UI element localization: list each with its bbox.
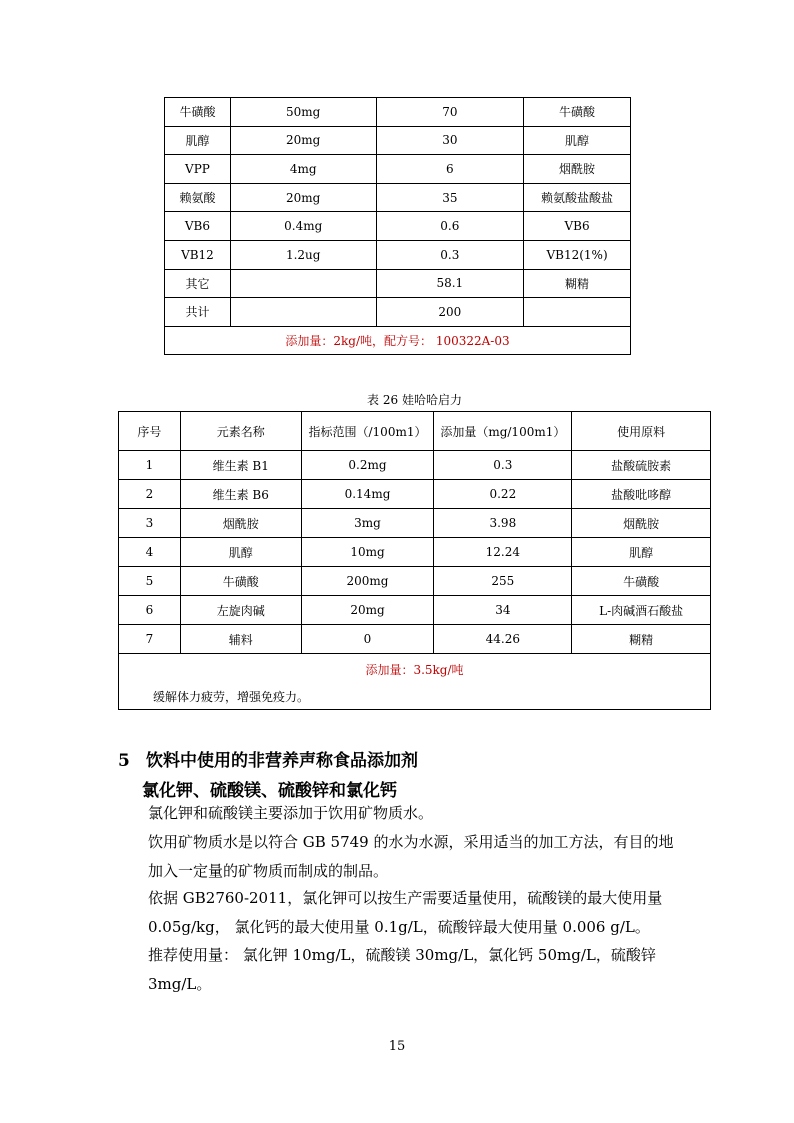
table-row — [119, 538, 711, 567]
paragraph: 依据 GB2760-2011，氯化钾可以按生产需要适量使用，硫酸镁的最大使用量 0.05g/kg， 氯化钙的最大使用量 0.1g/L，硫酸锌最大使用量 0.006 g/L。 — [148, 889, 663, 936]
table-row — [165, 126, 631, 155]
table1-footer: 添加量：2kg/吨，配方号： 100322A-03 — [165, 326, 631, 355]
table-cell: 0.14mg — [301, 480, 434, 509]
table2-footer-amount: 添加量：3.5kg/吨 — [119, 654, 711, 685]
header-cell: 添加量（mg/100m1） — [434, 412, 572, 451]
table-cell: 50mg — [230, 98, 376, 127]
table-cell: 牛磺酸 — [524, 98, 631, 127]
section-title: 饮料中使用的非营养声称食品添加剂 — [146, 751, 418, 771]
table-cell: 肌醇 — [165, 126, 231, 155]
table-cell: VB12 — [165, 240, 231, 269]
table-cell: 烟酰胺 — [180, 509, 301, 538]
formula-table — [164, 97, 631, 355]
table-cell: 6 — [119, 596, 181, 625]
table-cell: 3 — [119, 509, 181, 538]
table-row — [119, 567, 711, 596]
table-row — [119, 625, 711, 654]
table-cell: 赖氨酸 — [165, 183, 231, 212]
table-cell: 10mg — [301, 538, 434, 567]
table-cell: 6 — [376, 155, 524, 184]
header-cell: 指标范围（/100m1） — [301, 412, 434, 451]
table-row — [165, 98, 631, 127]
table-cell: 0.3 — [376, 240, 524, 269]
table-cell: 34 — [434, 596, 572, 625]
table-cell: 20mg — [230, 183, 376, 212]
table-cell: 20mg — [230, 126, 376, 155]
table-cell: 赖氨酸盐酸盐 — [524, 183, 631, 212]
table-cell: 烟酰胺 — [572, 509, 711, 538]
table2-caption: 表 26 娃哈哈启力 — [367, 393, 462, 407]
table-cell: 牛磺酸 — [572, 567, 711, 596]
table-cell: 58.1 — [376, 269, 524, 298]
table-cell: 糊精 — [524, 269, 631, 298]
table-cell: 维生素 B1 — [180, 451, 301, 480]
table-cell: 12.24 — [434, 538, 572, 567]
table-cell: L-肉碱酒石酸盐 — [572, 596, 711, 625]
table-cell: VB12(1%) — [524, 240, 631, 269]
paragraph: 饮用矿物质水是以符合 GB 5749 的水为水源，采用适当的加工方法，有目的地加入一定量的矿物质而制成的制品。 — [148, 833, 674, 880]
table-cell: 1.2ug — [230, 240, 376, 269]
table-cell: 肌醇 — [180, 538, 301, 567]
table-cell: 烟酰胺 — [524, 155, 631, 184]
table-cell: 糊精 — [572, 625, 711, 654]
table-cell — [230, 269, 376, 298]
table-cell: 0.2mg — [301, 451, 434, 480]
table-cell: VB6 — [524, 212, 631, 241]
table-row — [165, 155, 631, 184]
table2-footer-note: 缓解体力疲劳，增强免疫力。 — [119, 684, 711, 710]
table-cell: 辅料 — [180, 625, 301, 654]
table-cell: VB6 — [165, 212, 231, 241]
section-heading — [118, 746, 418, 771]
table-row — [119, 480, 711, 509]
table-cell: 200mg — [301, 567, 434, 596]
paragraph: 氯化钾和硫酸镁主要添加于饮用矿物质水。 — [148, 804, 434, 822]
table-row — [165, 298, 631, 327]
table-cell: 2 — [119, 480, 181, 509]
table-cell: 30 — [376, 126, 524, 155]
table-cell: 牛磺酸 — [180, 567, 301, 596]
table-cell: 其它 — [165, 269, 231, 298]
table-cell: 共计 — [165, 298, 231, 327]
table-cell: 44.26 — [434, 625, 572, 654]
table-row — [165, 212, 631, 241]
table-cell: 0.22 — [434, 480, 572, 509]
table-cell — [230, 298, 376, 327]
table-row — [165, 183, 631, 212]
header-cell: 序号 — [119, 412, 181, 451]
table-cell: 35 — [376, 183, 524, 212]
table-cell: 维生素 B6 — [180, 480, 301, 509]
paragraph: 推荐使用量： 氯化钾 10mg/L，硫酸镁 30mg/L，氯化钙 50mg/L，硫酸锌 3mg/L。 — [148, 946, 656, 993]
table-cell: 70 — [376, 98, 524, 127]
page-number: 15 — [388, 1039, 406, 1054]
table-cell: 牛磺酸 — [165, 98, 231, 127]
section-number: 5 — [118, 751, 130, 771]
table-cell: 4mg — [230, 155, 376, 184]
header-cell: 使用原料 — [572, 412, 711, 451]
table-row — [165, 269, 631, 298]
table-row — [119, 451, 711, 480]
table-cell: 左旋肉碱 — [180, 596, 301, 625]
table-cell: 255 — [434, 567, 572, 596]
table-cell: 1 — [119, 451, 181, 480]
table-cell: 0.6 — [376, 212, 524, 241]
table-cell: 3mg — [301, 509, 434, 538]
table-cell: 200 — [376, 298, 524, 327]
header-cell: 元素名称 — [180, 412, 301, 451]
table-cell: 盐酸吡哆醇 — [572, 480, 711, 509]
table-row — [165, 240, 631, 269]
table-cell: 4 — [119, 538, 181, 567]
table-cell: 0.4mg — [230, 212, 376, 241]
table-cell: 3.98 — [434, 509, 572, 538]
table-cell: 盐酸硫胺素 — [572, 451, 711, 480]
section-subtitle: 氯化钾、硫酸镁、硫酸锌和氯化钙 — [142, 781, 397, 801]
table-cell: 肌醇 — [524, 126, 631, 155]
table-cell — [524, 298, 631, 327]
table-cell: 5 — [119, 567, 181, 596]
table-row — [119, 509, 711, 538]
table-cell: 0 — [301, 625, 434, 654]
table-row — [119, 596, 711, 625]
table-cell: VPP — [165, 155, 231, 184]
table-cell: 20mg — [301, 596, 434, 625]
table-cell: 7 — [119, 625, 181, 654]
table-cell: 0.3 — [434, 451, 572, 480]
wahaha-qili-table — [118, 411, 711, 710]
table-cell: 肌醇 — [572, 538, 711, 567]
